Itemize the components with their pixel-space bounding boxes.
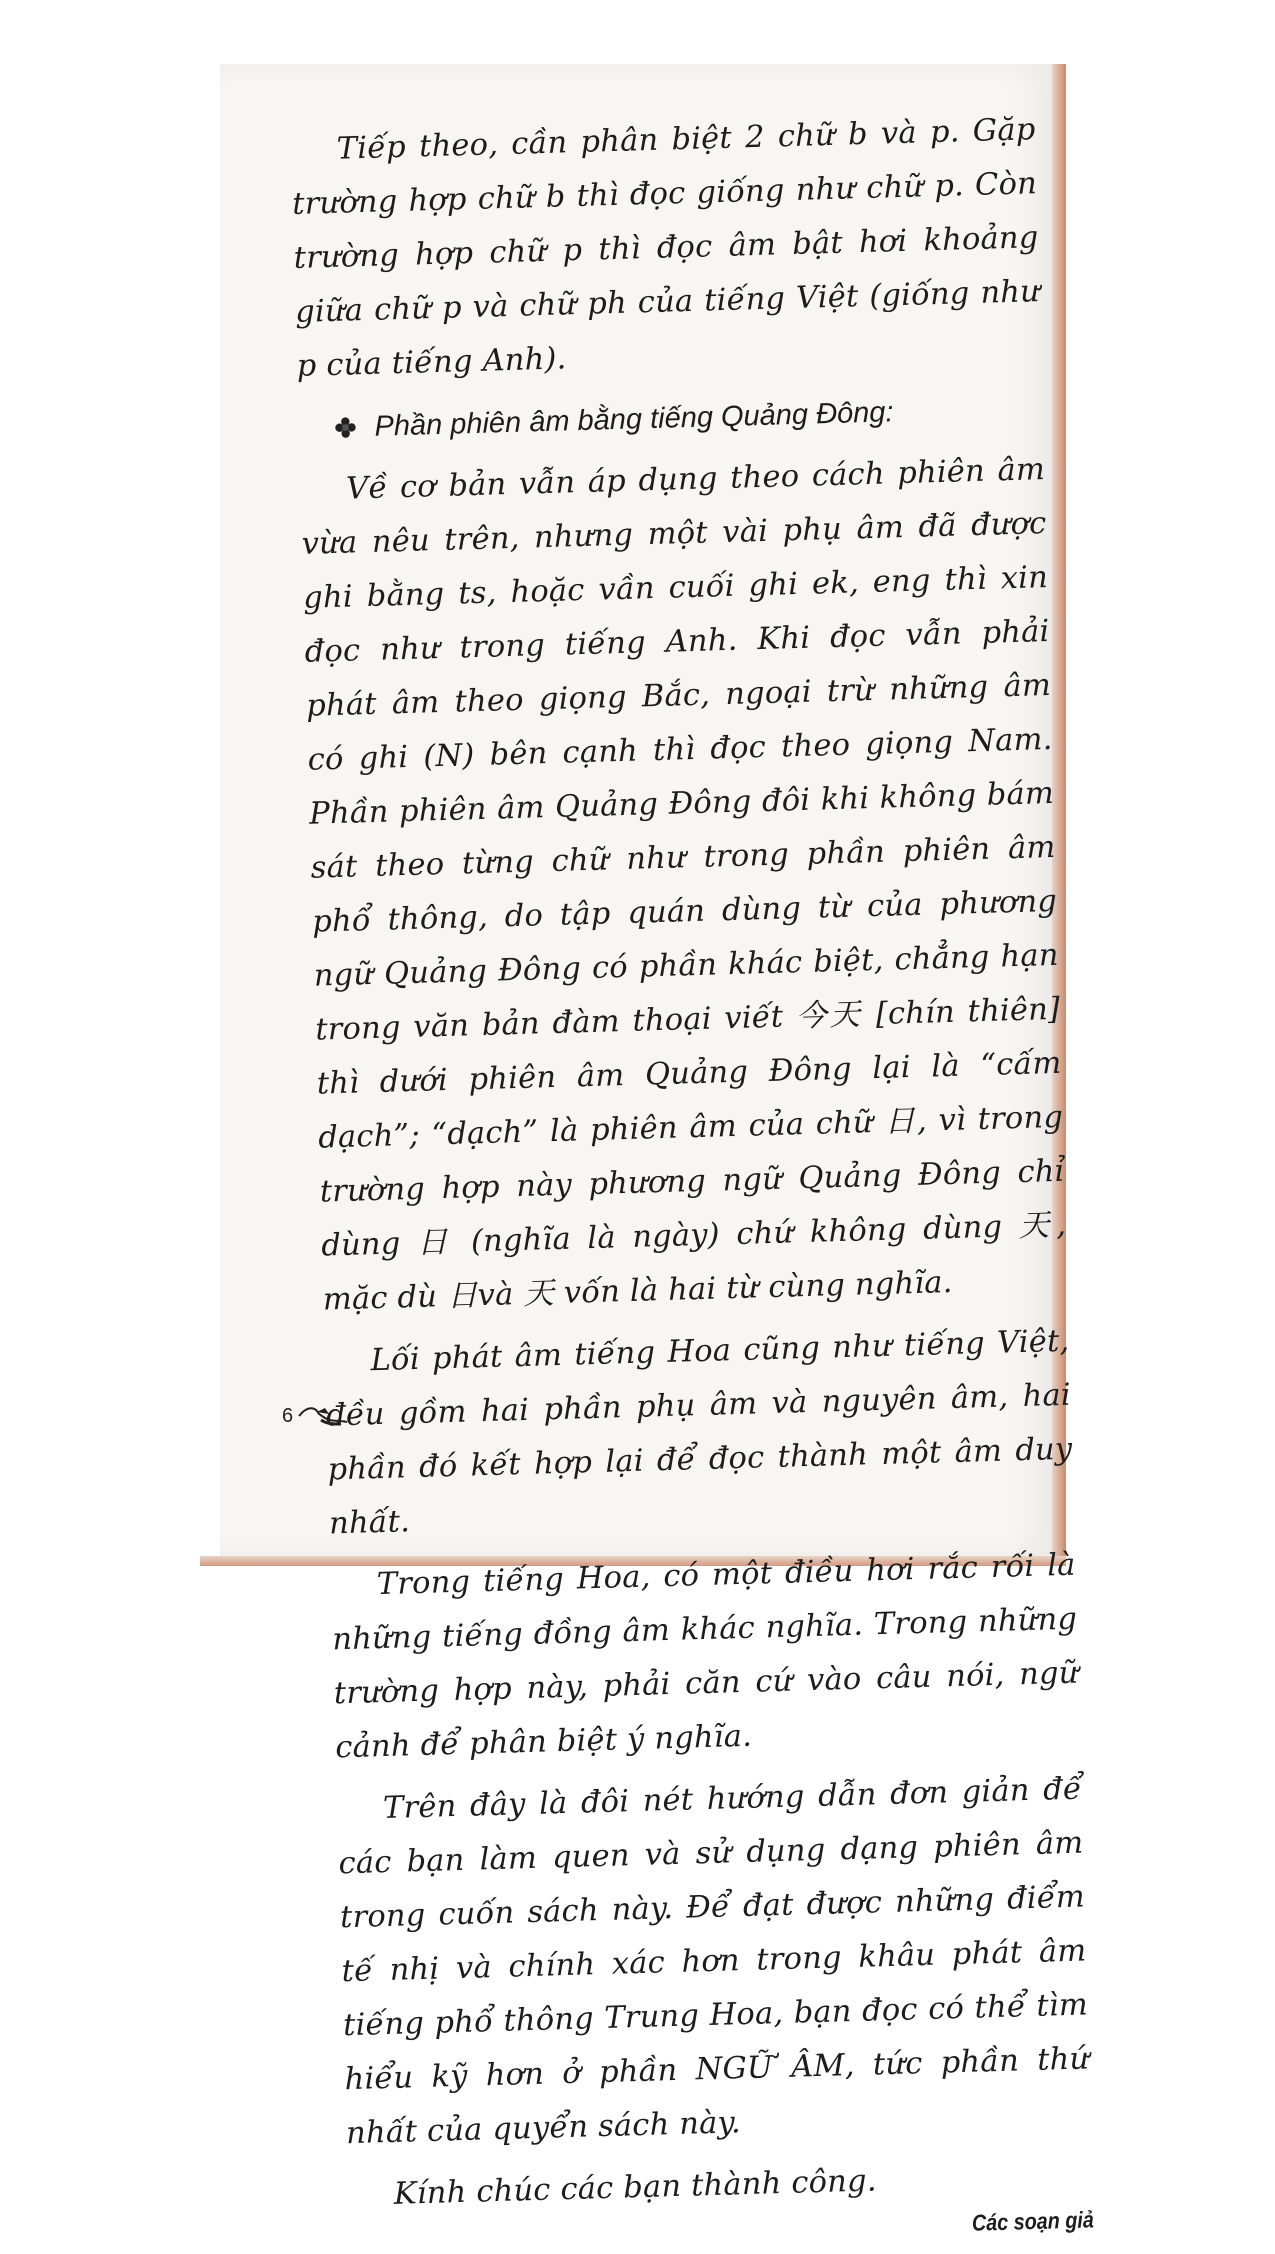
authors-signature: Các soạn giả [971,2206,1095,2236]
paragraph-b-p-distinction: Tiếp theo, cần phân biệt 2 chữ b và p. Gặp trường hợp chữ b thì đọc giống như chữ p. Còn trường hợp chữ p thì đọc âm bật hơi khoảng giữa chữ p và chữ ph của tiếng Việt (giống như p của tiếng Anh). [291,112,1041,384]
section-heading-cantonese [334,381,1044,455]
page-ornament-icon [295,1404,351,1428]
page-footer [282,1404,351,1428]
paragraph-cantonese-rules: Về cơ bản vẫn áp dụng theo cách phiên âm vừa nêu trên, nhưng một vài phụ âm đã được ghi bằng ts, hoặc vần cuối ghi ek, eng thì xin đọc như trong tiếng Anh. Khi đọc vẫn phải phát âm theo giọng Bắc, ngoại trừ những âm có ghi (N) bên cạnh thì đọc theo giọng Nam. Phần phiên âm Quảng Đông đôi khi không bám sát theo từng chữ như trong phần phiên âm phổ thông, do tập quán dùng từ của phương ngữ Quảng Đông có phần khác biệt, chẳng hạn trong văn bản đàm thoại viết 今天 [chín thiên] thì dưới phiên âm Quảng Đông lại là “cấm dạch”; “dạch” là phiên âm của chữ 日, vì trong trường hợp này phương ngữ Quảng Đông chỉ dùng 日 (nghĩa là ngày) chứ không dùng 天, mặc dù 日và 天 vốn là hai từ cùng nghĩa. [301,452,1067,1318]
paragraph-closing: Kính chúc các bạn thành công. [393,2163,878,2212]
flower-bullet-icon [334,416,357,439]
paragraph-pronunciation: Lối phát âm tiếng Hoa cũng như tiếng Việt, đều gồm hai phần phụ âm và nguyên âm, hai phần đó kết hợp lại để đọc thành một âm duy nhất. [325,1323,1073,1542]
paragraph-guide-summary: Trên đây là đôi nét hướng dẫn đơn giản để các bạn làm quen và sử dụng dạng phiên âm trong cuốn sách này. Để đạt được những điểm tế nhị và chính xác hơn trong khâu phát âm tiếng phổ thông Trung Hoa, bạn đọc có thể tìm hiểu kỹ hơn ở phần NGỮ ÂM, tức phần thứ nhất của quyển sách này. [338,1771,1090,2152]
paragraph-homophones: Trong tiếng Hoa, có một điều hơi rắc rối là những tiếng đồng âm khác nghĩa. Trong những trường hợp này, phải căn cứ vào câu nói, ngữ cảnh để phân biệt ý nghĩa. [331,1547,1080,1766]
section-heading-text: Phần phiên âm bằng tiếng Quảng Đông: [374,396,894,443]
page-text [290,103,1094,2254]
page-number: 6 [282,1404,294,1427]
book-page [220,64,1095,2236]
